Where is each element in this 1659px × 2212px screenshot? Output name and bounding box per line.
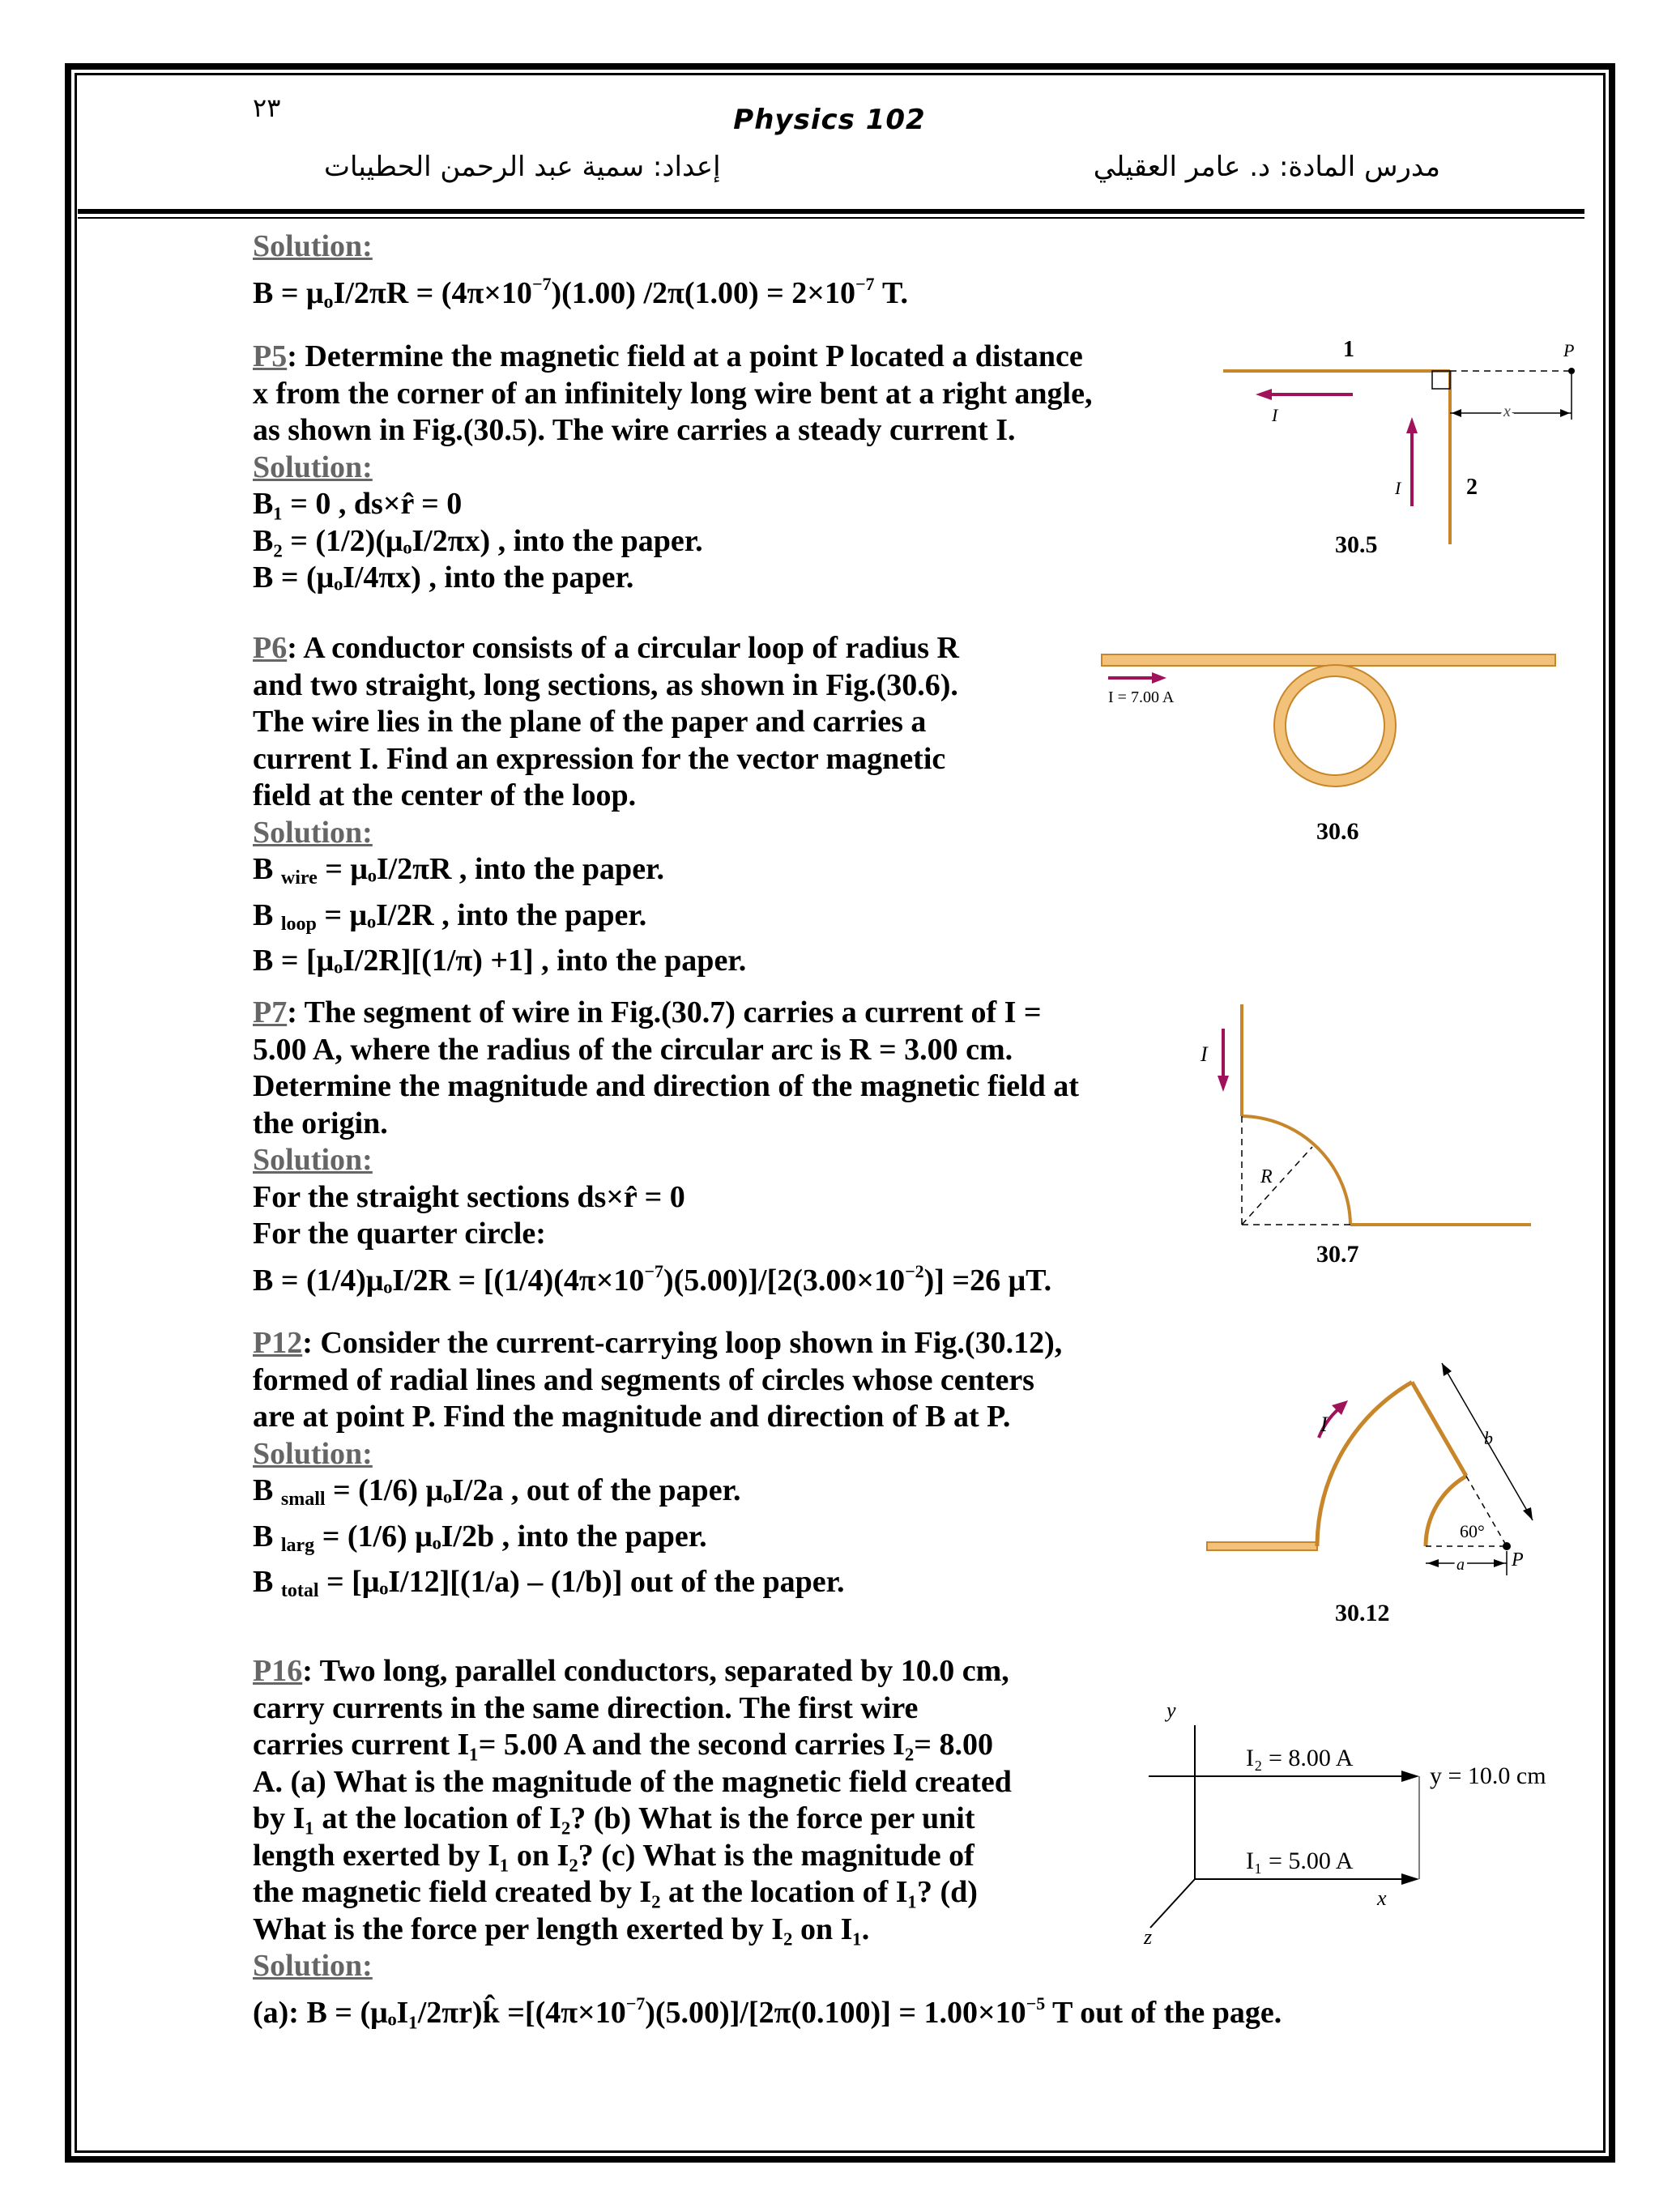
fig-label-a: a [1456, 1556, 1465, 1574]
fig-separation: y = 10.0 cm [1430, 1762, 1546, 1789]
header-divider-thin [78, 217, 1584, 219]
problem-p5: P5: Determine the magnetic field at a point P located a distance x from the corner of an infinitely long wire bent at a right angle, as shown in Fig.(30.5). The wire carries a steady current I. Solution: B₁ = 0 , ds×r̂ = 0 B₂ = (1/2)(μₒI/2πx) , into the paper. B = (μₒI/4πx) , into the paper. [253, 339, 1093, 595]
fig-label-b: b [1484, 1428, 1493, 1448]
solution-label: Solution: [253, 1949, 373, 1983]
fig-axis-z: z [1144, 1925, 1153, 1949]
figure-30-6 [1094, 648, 1563, 818]
fig-label-angle: 60° [1460, 1521, 1485, 1541]
solution-label: Solution: [253, 229, 373, 263]
header-divider [78, 209, 1584, 214]
figure-30-12 [1199, 1340, 1563, 1608]
figure-p16 [1134, 1693, 1563, 1952]
solution-label: Solution: [253, 815, 373, 850]
instructor-name: مدرس المادة: د. عامر العقيلي [1093, 151, 1440, 183]
fig-label-p: P [1512, 1549, 1524, 1571]
figure-30-7 [1191, 996, 1547, 1239]
fig-label-i: I [1320, 1413, 1328, 1436]
problem-label: P7 [253, 995, 288, 1029]
figure-caption: 30.5 [1335, 531, 1378, 558]
fig-label-p: P [1563, 340, 1575, 360]
page-number: ٢٣ [253, 93, 281, 122]
fig-label-1: 1 [1343, 337, 1354, 362]
solution-label: Solution: [253, 1143, 373, 1177]
problem-p7: P7: The segment of wire in Fig.(30.7) carries a current of I = 5.00 A, where the radius of the circular arc is R = 3.00 cm. Determine the magnitude and direction of the magnetic field at the origin. Solution: For the straight sections ds×r̂ = 0 For the quarter circle: $B = (1/4)\mu_oI/2R = [(1/4)(4\pi\times 10^{-7})(5.00)]/[2(3.00\times 10^{-2})] =26$ μT. [253, 995, 1079, 1298]
problem-label: P12 [253, 1326, 303, 1360]
solution-previous [253, 228, 908, 321]
problem-p12: P12: Consider the current-carrying loop shown in Fig.(30.12), formed of radial lines and segments of circles whose centers are at point P. Find the magnitude and direction of B at P. Solution: B $_{small}$ = (1/6) μₒI/2a , out of the paper. B $_{larg}$ = (1/6) μₒI/2b , into the paper. B $_{total}$ = [μₒI/12][(1/a) – (1/b)] out of the paper. [253, 1326, 1063, 1601]
course-title: Physics 102 [733, 104, 926, 136]
fig-axis-y: y [1166, 1698, 1176, 1722]
figure-caption: 30.6 [1316, 818, 1359, 845]
fig-label-i: I [1272, 405, 1278, 425]
fig-current-label: I = 7.00 A [1108, 688, 1175, 706]
figure-30-5 [1215, 332, 1596, 559]
solution-label: Solution: [253, 450, 373, 484]
prepared-by: إعداد: سمية عبد الرحمن الحطيبات [324, 151, 721, 183]
problem-label: P6 [253, 631, 288, 665]
fig-label-i: I [1395, 478, 1401, 498]
figure-caption: 30.12 [1335, 1600, 1390, 1626]
solution-line: $B = \mu_oI/2\pi R = (4\pi\times 10^{-7})(1.00) /2\pi(1.00) = 2\times 10^{-7}$ T. [253, 273, 909, 313]
solution-label: Solution: [253, 1436, 373, 1471]
fig-current-i1: I₁ = 5.00 A [1246, 1848, 1354, 1874]
fig-label-r: R [1260, 1166, 1273, 1187]
fig-label-x: x [1503, 403, 1511, 420]
fig-label-2: 2 [1466, 475, 1478, 500]
fig-current-i2: I₂ = 8.00 A [1246, 1745, 1354, 1771]
problem-p6: P6: A conductor consists of a circular loop of radius R and two straight, long sections, as shown in Fig.(30.6). The wire lies in the plane of the paper and carries a current I. Find an expression for the vector magnetic field at the center of the loop. Solution: B $_{wire}$ = μₒI/2πR , into the paper. B $_{loop}$ = μₒI/2R , into the paper. B = [μₒI/2R][(1/π) +1] , into the paper. [253, 631, 959, 978]
problem-label: P16 [253, 1654, 303, 1688]
problem-p16: P16: Two long, parallel conductors, separated by 10.0 cm, carry currents in the same direction. The first wire carries current I₁= 5.00 A and the second carries I₂= 8.00 A. (a) What is the magnitude of the magnetic field created by I₁ at the location of I₂? (b) What is the force per unit length exerted by I₁ on I₂? (c) What is the magnitude of the magnetic field created by I₂ at the location of I₁? (d) What is the force per length exerted by I₂ on I₁. Solution: (a): B = (μₒI₁/2πr)k̂ $=[(4\pi\times 10^{-7})(5.00)]/[2\pi(0.100)] = 1.00\times 10^{-5}$ T out of the page. [253, 1654, 1282, 2030]
figure-caption: 30.7 [1316, 1241, 1359, 1268]
fig-axis-x: x [1377, 1886, 1387, 1910]
problem-label: P5 [253, 339, 288, 373]
fig-label-i: I [1201, 1042, 1208, 1066]
